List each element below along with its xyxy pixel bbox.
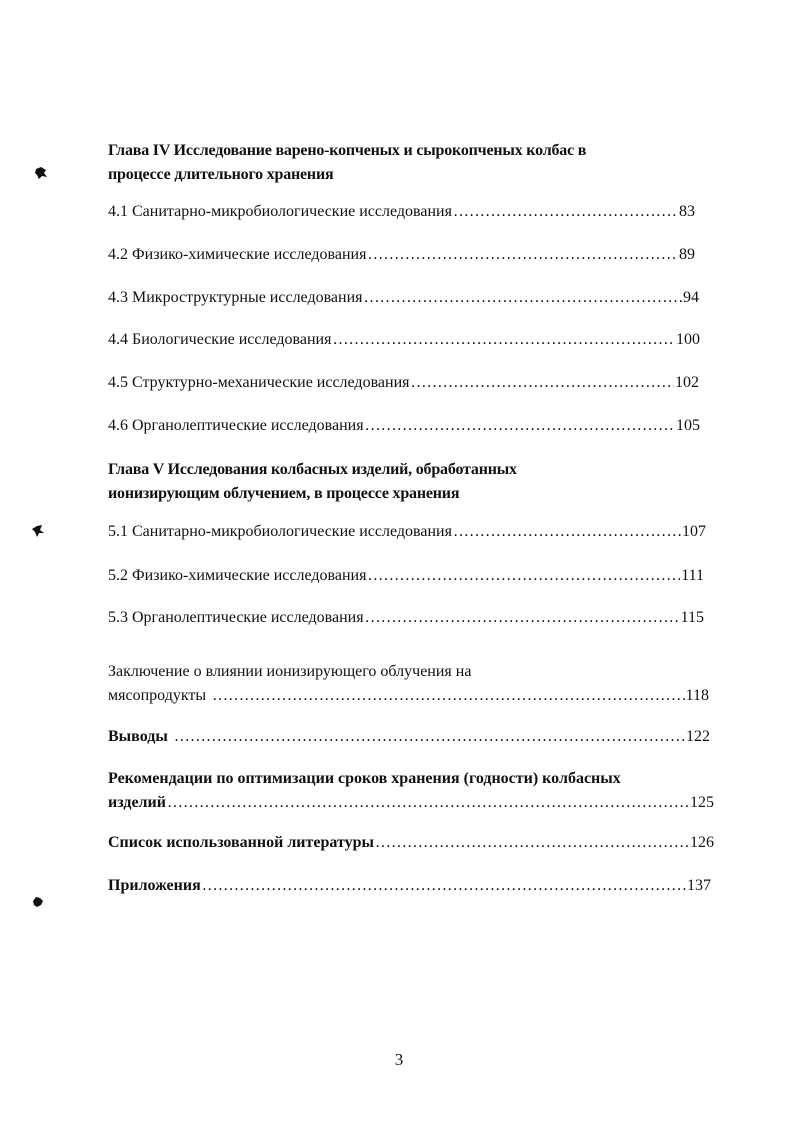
- toc-entry-page: 115: [680, 609, 704, 626]
- toc-entry-label: Приложения: [108, 877, 201, 894]
- margin-mark: [31, 524, 45, 538]
- toc-entry-5-2[interactable]: [108, 565, 704, 587]
- toc-entry-label: 4.2 Физико-химические исследования: [108, 246, 367, 263]
- toc-entry-page: 118: [685, 687, 709, 704]
- toc-entry-page: 111: [681, 567, 704, 584]
- toc-entry-4-2[interactable]: [108, 244, 695, 266]
- toc-entry-4-3[interactable]: [108, 287, 699, 309]
- toc-entry-page: 102: [675, 374, 699, 391]
- dot-leader: [212, 684, 684, 708]
- toc-entry-label-line2: мясопродукты: [108, 687, 207, 704]
- dot-leader: [167, 791, 689, 815]
- toc-entry-page: 83: [679, 203, 695, 220]
- chapter-5-heading: [108, 458, 718, 506]
- dot-leader: [174, 726, 685, 748]
- toc-entry-5-1[interactable]: [108, 521, 706, 543]
- toc-entry-4-4[interactable]: [108, 329, 700, 351]
- toc-entry-label: 4.5 Структурно-механические исследования: [108, 374, 410, 391]
- toc-entry-label: 5.3 Органолептические исследования: [108, 609, 364, 626]
- toc-entry-label: Выводы: [108, 728, 168, 745]
- toc-entry-4-5[interactable]: [108, 372, 699, 394]
- chapter-4-heading: [108, 139, 718, 187]
- chapter-5-title-line1: Глава V Исследования колбасных изделий, обработанных: [108, 461, 517, 478]
- dot-leader: [367, 244, 678, 266]
- margin-mark: [31, 895, 45, 909]
- dot-leader: [365, 415, 675, 437]
- toc-entry-label: 4.4 Биологические исследования: [108, 331, 332, 348]
- toc-entry-page: 125: [690, 794, 714, 811]
- dot-leader: [364, 287, 682, 309]
- toc-entry-page: 89: [679, 246, 695, 263]
- toc-entry-label-line1: Рекомендации по оптимизации сроков хранения (годности) колбасных: [108, 770, 621, 787]
- toc-entry-4-1[interactable]: [108, 201, 695, 223]
- toc-entry-label-line1: Заключение о влиянии ионизирующего облучения на: [108, 663, 472, 680]
- toc-entry-appendices[interactable]: [108, 875, 711, 897]
- dot-leader: [411, 372, 675, 394]
- chapter-5-title-line2: ионизирующим облучением, в процессе хранения: [108, 485, 460, 502]
- chapter-4-title-line2: процессе длительного хранения: [108, 166, 334, 183]
- toc-entry-conclusion[interactable]: [108, 660, 709, 708]
- toc-entry-5-3[interactable]: [108, 607, 704, 629]
- dot-leader: [332, 329, 675, 351]
- toc-entry-page: 100: [676, 331, 700, 348]
- chapter-4-title-line1: Глава IV Исследование варено-копченых и сырокопченых колбас в: [108, 142, 587, 159]
- toc-entry-label: 5.2 Физико-химические исследования: [108, 567, 367, 584]
- dot-leader: [453, 201, 678, 223]
- dot-leader: [367, 565, 680, 587]
- page-number: 3: [394, 1050, 404, 1069]
- margin-mark: [34, 166, 48, 180]
- toc-entry-page: 126: [690, 834, 714, 851]
- dot-leader: [365, 607, 680, 629]
- toc-entry-label: 4.3 Микроструктурные исследования: [108, 289, 363, 306]
- toc-entry-4-6[interactable]: [108, 415, 700, 437]
- toc-entry-label: Список использованной литературы: [108, 834, 374, 851]
- toc-entry-label: 4.6 Органолептические исследования: [108, 417, 364, 434]
- dot-leader: [202, 875, 686, 897]
- dot-leader: [453, 521, 681, 543]
- toc-entry-findings[interactable]: [108, 726, 710, 748]
- toc-entry-page: 137: [687, 877, 711, 894]
- toc-entry-references[interactable]: [108, 832, 714, 854]
- toc-entry-page: 122: [686, 728, 710, 745]
- toc-entry-label: 4.1 Санитарно-микробиологические исследования: [108, 203, 452, 220]
- toc-entry-page: 107: [682, 523, 706, 540]
- toc-entry-page: 94: [683, 289, 699, 306]
- dot-leader: [375, 832, 689, 854]
- toc-entry-page: 105: [676, 417, 700, 434]
- toc-entry-recommendations[interactable]: [108, 767, 714, 815]
- toc-entry-label-line2: изделий: [108, 794, 166, 811]
- toc-entry-label: 5.1 Санитарно-микробиологические исследования: [108, 523, 452, 540]
